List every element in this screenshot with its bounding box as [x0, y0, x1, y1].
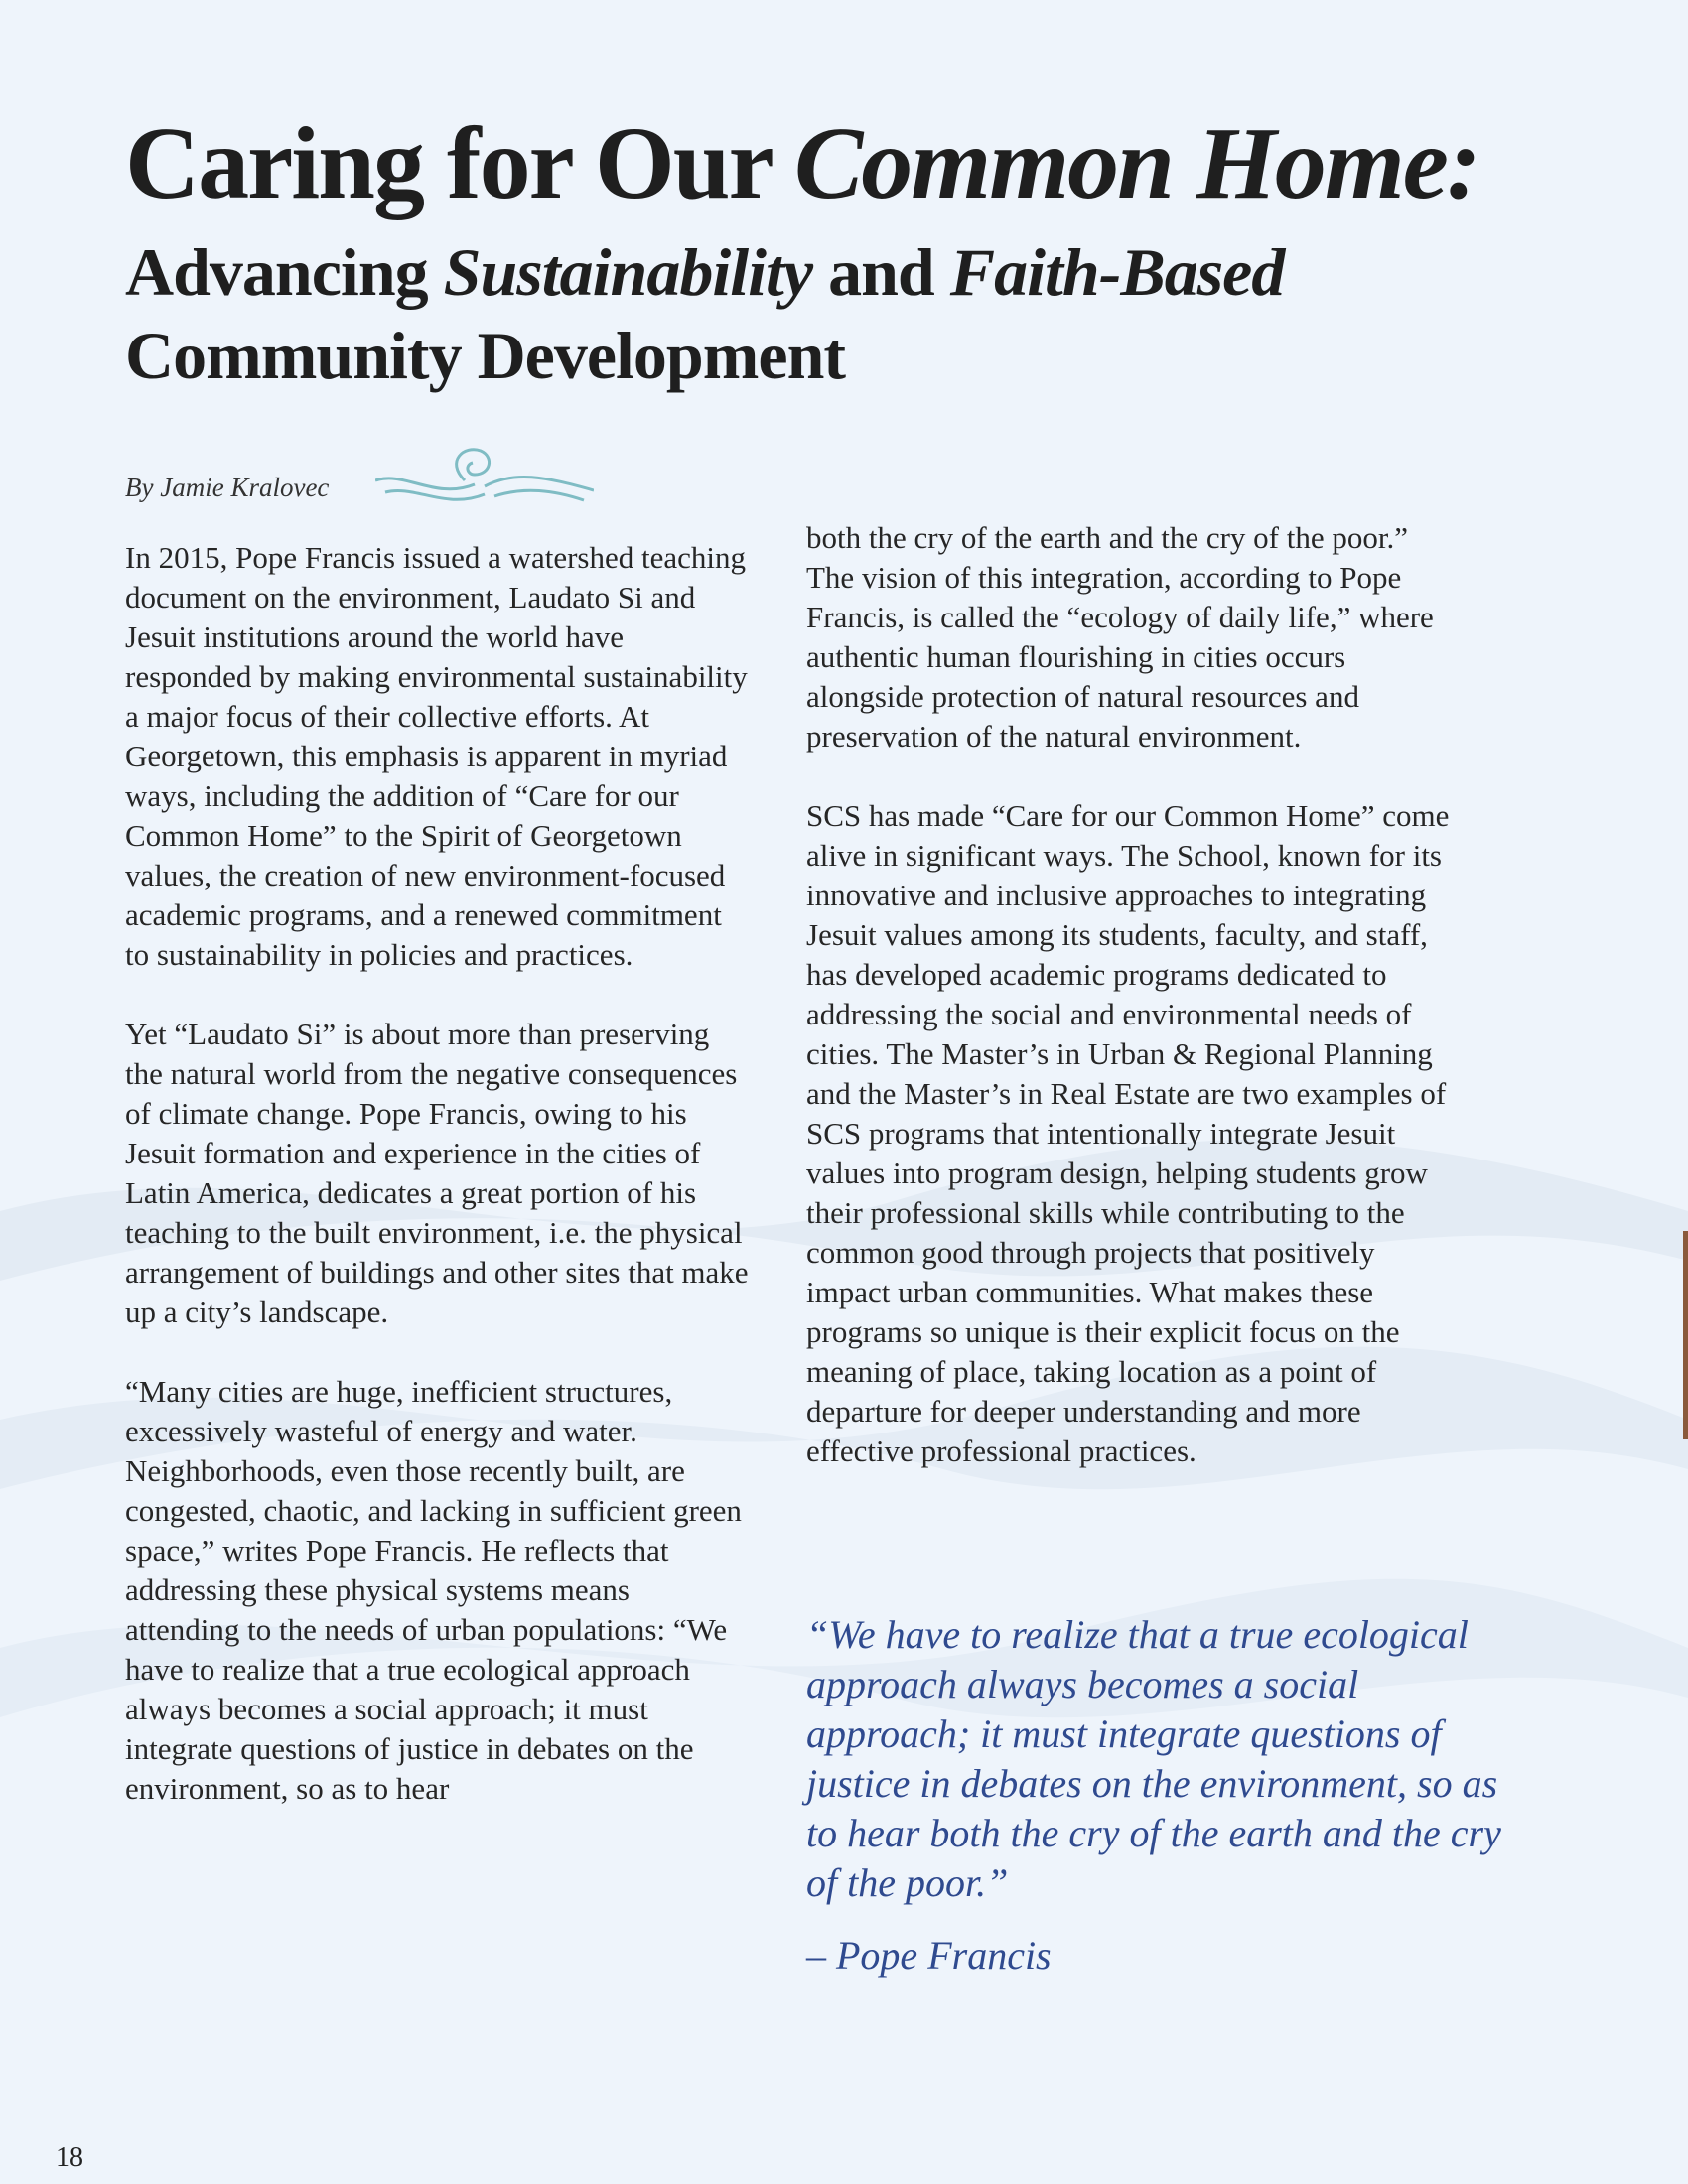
byline: By Jamie Kralovec — [125, 473, 330, 502]
body-paragraph: both the cry of the earth and the cry of the poor.” The vision of this integration, according to Pope Francis, is called the “ecology of daily life,” where authentic human flourishing in cities occurs alongside protection of natural resources and preservation of the natural environment. — [806, 520, 1434, 753]
left-column — [125, 538, 751, 1848]
page-number: 18 — [56, 2142, 83, 2173]
body-paragraph: Yet “Laudato Si” is about more than preserving the natural world from the negative consequences of climate change. Pope Francis, owing to his Jesuit formation and experience in the cities of Latin America, dedicates a great portion of his teaching to the built environment, i.e. the physical arrangement of buildings and other sites that make up a city’s landscape. — [125, 1017, 749, 1329]
body-paragraph: “Many cities are huge, inefficient structures, excessively wasteful of energy and water. Neighborhoods, even those recently built, are congested, chaotic, and lacking in sufficient green space,” writes Pope Francis. He reflects that addressing these physical systems means attending to the needs of urban populations: “We have to realize that a true ecological approach always becomes a social approach; it must integrate questions of justice in debates on the environment, so as to hear — [125, 1374, 742, 1806]
body-paragraph: In 2015, Pope Francis issued a watershed teaching document on the environment, Laudato Si and Jesuit institutions around the world have responded by making environmental sustainability a major focus of their collective efforts. At Georgetown, this emphasis is apparent in myriad ways, including the addition of “Care for our Common Home” to the Spirit of Georgetown values, the creation of new environment-focused academic programs, and a renewed commitment to sustainability in policies and practices. — [125, 540, 748, 972]
page-edge-mark — [1683, 1231, 1688, 1439]
article-subtitle: Advancing Sustainability and Faith-Based Community Development — [125, 234, 1285, 393]
article-title: Caring for Our Common Home: — [125, 106, 1479, 220]
wave-swirl-ornament — [375, 441, 594, 510]
pull-quote-attribution: – Pope Francis — [806, 1933, 1052, 1978]
right-column — [806, 518, 1452, 1511]
pull-quote: “We have to realize that a true ecological approach always becomes a social approach; it must integrate questions of justice in debates on the environment, so as to hear both the cry of the earth and the cry of the poor.” — [806, 1612, 1501, 1905]
body-paragraph: SCS has made “Care for our Common Home” come alive in significant ways. The School, known for its innovative and inclusive approaches to integrating Jesuit values among its students, faculty, and staff, has developed academic programs dedicated to addressing the social and environmental needs of cities. The Master’s in Urban & Regional Planning and the Master’s in Real Estate are two examples of SCS programs that intentionally integrate Jesuit values into program design, helping students grow their professional skills while contributing to the common good through projects that positively impact urban communities. What makes these programs so unique is their explicit focus on the meaning of place, taking location as a point of departure for deeper understanding and more effective professional practices. — [806, 798, 1450, 1468]
